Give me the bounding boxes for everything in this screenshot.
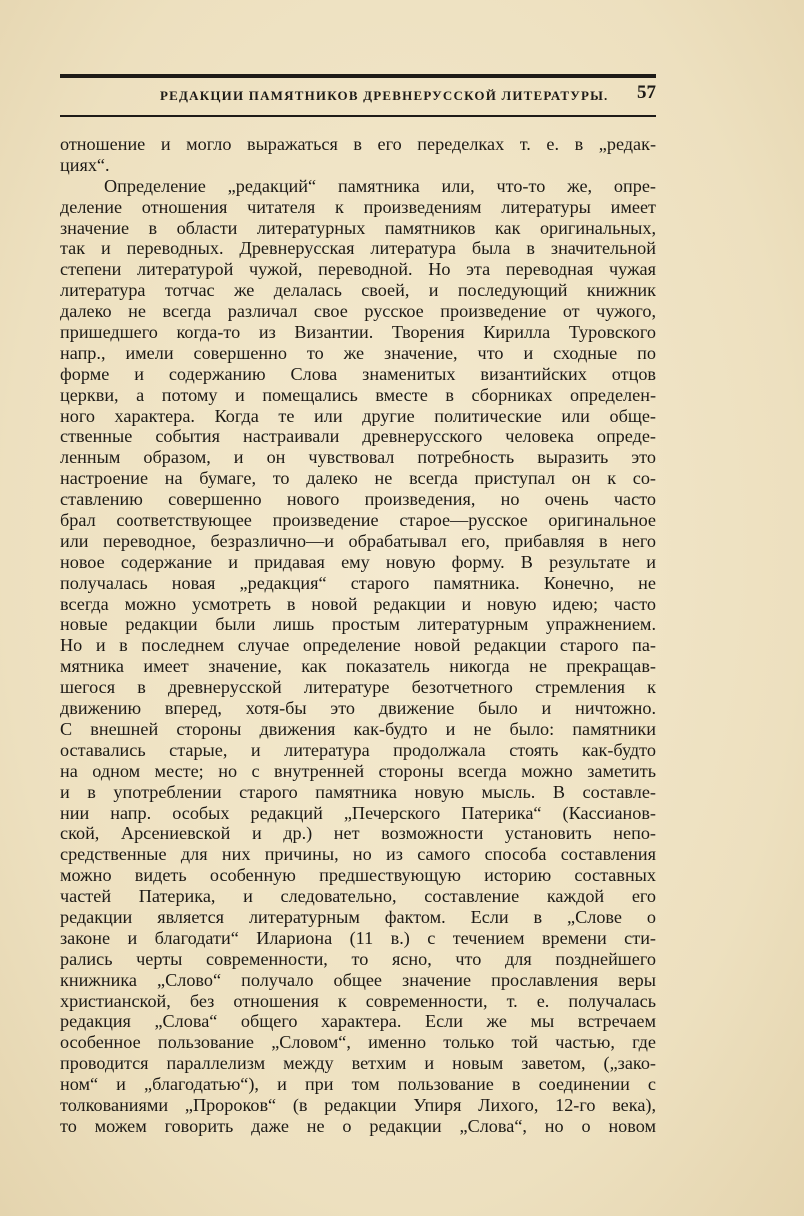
text-line: церкви, а потому и помещались вместе в сборниках определен- <box>60 384 656 405</box>
text-line: Определение „редакций“ памятника или, что-то же, опре- <box>104 175 656 196</box>
header-rule-top <box>60 74 656 78</box>
page-number: 57 <box>637 82 656 103</box>
text-line: деление отношения читателя к произведениям литературы имеет <box>60 196 656 217</box>
text-line: С внешней стороны движения как-будто и не было: памятники <box>60 718 656 739</box>
text-line: ного характера. Когда те или другие политические или обще- <box>60 405 656 426</box>
header-rule-bottom <box>60 115 656 117</box>
text-line: на одном месте; но с внутренней стороны всегда можно заметить <box>60 760 656 781</box>
text-line: циях“. <box>60 154 110 175</box>
text-line: новые редакции были лишь простым литературным упражнением. <box>60 614 656 635</box>
text-line: особенное пользование „Словом“, именно только той частью, где <box>60 1032 656 1053</box>
text-line: мятника имеет значение, как показатель никогда не прекращав- <box>60 656 656 677</box>
text-line: христианской, без отношения к современности, т. е. получалась <box>60 990 656 1011</box>
text-line: всегда можно усмотреть в новой редакции и новую идею; часто <box>60 593 656 614</box>
text-line: брал соответствующее произведение старое—русское оригинальное <box>60 510 656 531</box>
text-line: средственные для них причины, но из самого способа составления <box>60 844 656 865</box>
text-line: шегося в древнерусской литературе безотчетного стремления к <box>60 677 656 698</box>
text-line: новое содержание и придавая ему новую форму. В результате и <box>60 551 656 572</box>
text-line: форме и содержанию Слова знаменитых византийских отцов <box>60 363 656 384</box>
text-line: степени литературой чужой, переводной. Но эта переводная чужая <box>60 259 656 280</box>
text-line: или переводное, безразлично—и обрабатывал его, прибавляя в него <box>60 530 656 551</box>
text-line: законе и благодати“ Илариона (11 в.) с течением времени сти- <box>60 927 656 948</box>
text-line: ственные события настраивали древнерусского человека опреде- <box>60 426 656 447</box>
text-line: литература тотчас же делалась своей, и последующий книжник <box>60 280 656 301</box>
text-line: редакции является литературным фактом. Если в „Слове о <box>60 906 656 927</box>
text-line: отношение и могло выражаться в его переделках т. е. в „редак- <box>60 134 656 154</box>
text-line: пришедшего когда-то из Византии. Творения Кирилла Туровского <box>60 322 656 343</box>
text-line: редакция „Слова“ общего характера. Если же мы встречаем <box>60 1011 656 1032</box>
text-line: ном“ и „благодатью“), и при том пользование в соединении с <box>60 1074 656 1095</box>
text-line: напр., имели совершенно то же значение, что и сходные по <box>60 342 656 363</box>
text-line: значение в области литературных памятников как оригинальных, <box>60 217 656 238</box>
text-line: так и переводных. Древнерусская литература была в значительной <box>60 238 656 259</box>
page-header <box>60 82 656 110</box>
text-line: Но и в последнем случае определение новой редакции старого па- <box>60 635 656 656</box>
text-line: книжника „Слово“ получало общее значение прославления веры <box>60 969 656 990</box>
text-line: проводится параллелизм между ветхим и новым заветом, („зако- <box>60 1053 656 1074</box>
text-line: оставались старые, и литература продолжала стоять как-будто <box>60 739 656 760</box>
text-line: ской, Арсениевской и др.) нет возможности установить непо- <box>60 823 656 844</box>
running-head: РЕДАКЦИИ ПАМЯТНИКОВ ДРЕВНЕРУССКОЙ ЛИТЕРАТУРЫ. <box>160 88 609 103</box>
text-line: частей Патерика, и следовательно, составление каждой его <box>60 886 656 907</box>
text-line: и в употреблении старого памятника новую мысль. В составле- <box>60 781 656 802</box>
text-line: толкованиями „Пророков“ (в редакции Упиря Лихого, 12-го века), <box>60 1094 656 1115</box>
text-line: нии напр. особых редакций „Печерского Патерика“ (Кассианов- <box>60 802 656 823</box>
text-line: далеко не всегда различал свое русское произведение от чужого, <box>60 301 656 322</box>
text-line: движению вперед, хотя-бы это движение было и ничтожно. <box>60 698 656 719</box>
body-text <box>60 134 656 1137</box>
text-line: можно видеть особенную предшествующую историю составных <box>60 865 656 886</box>
text-line: рались черты современности, то ясно, что для позднейшего <box>60 948 656 969</box>
text-line: настроение на бумаге, то далеко не всегда приступал он к со- <box>60 468 656 489</box>
text-line: то можем говорить даже не о редакции „Слова“, но о новом <box>60 1115 656 1136</box>
text-line: ленным образом, и он чувствовал потребность выразить это <box>60 447 656 468</box>
text-line: ставлению совершенно нового произведения, но очень часто <box>60 489 656 510</box>
text-line: получалась новая „редакция“ старого памятника. Конечно, не <box>60 572 656 593</box>
